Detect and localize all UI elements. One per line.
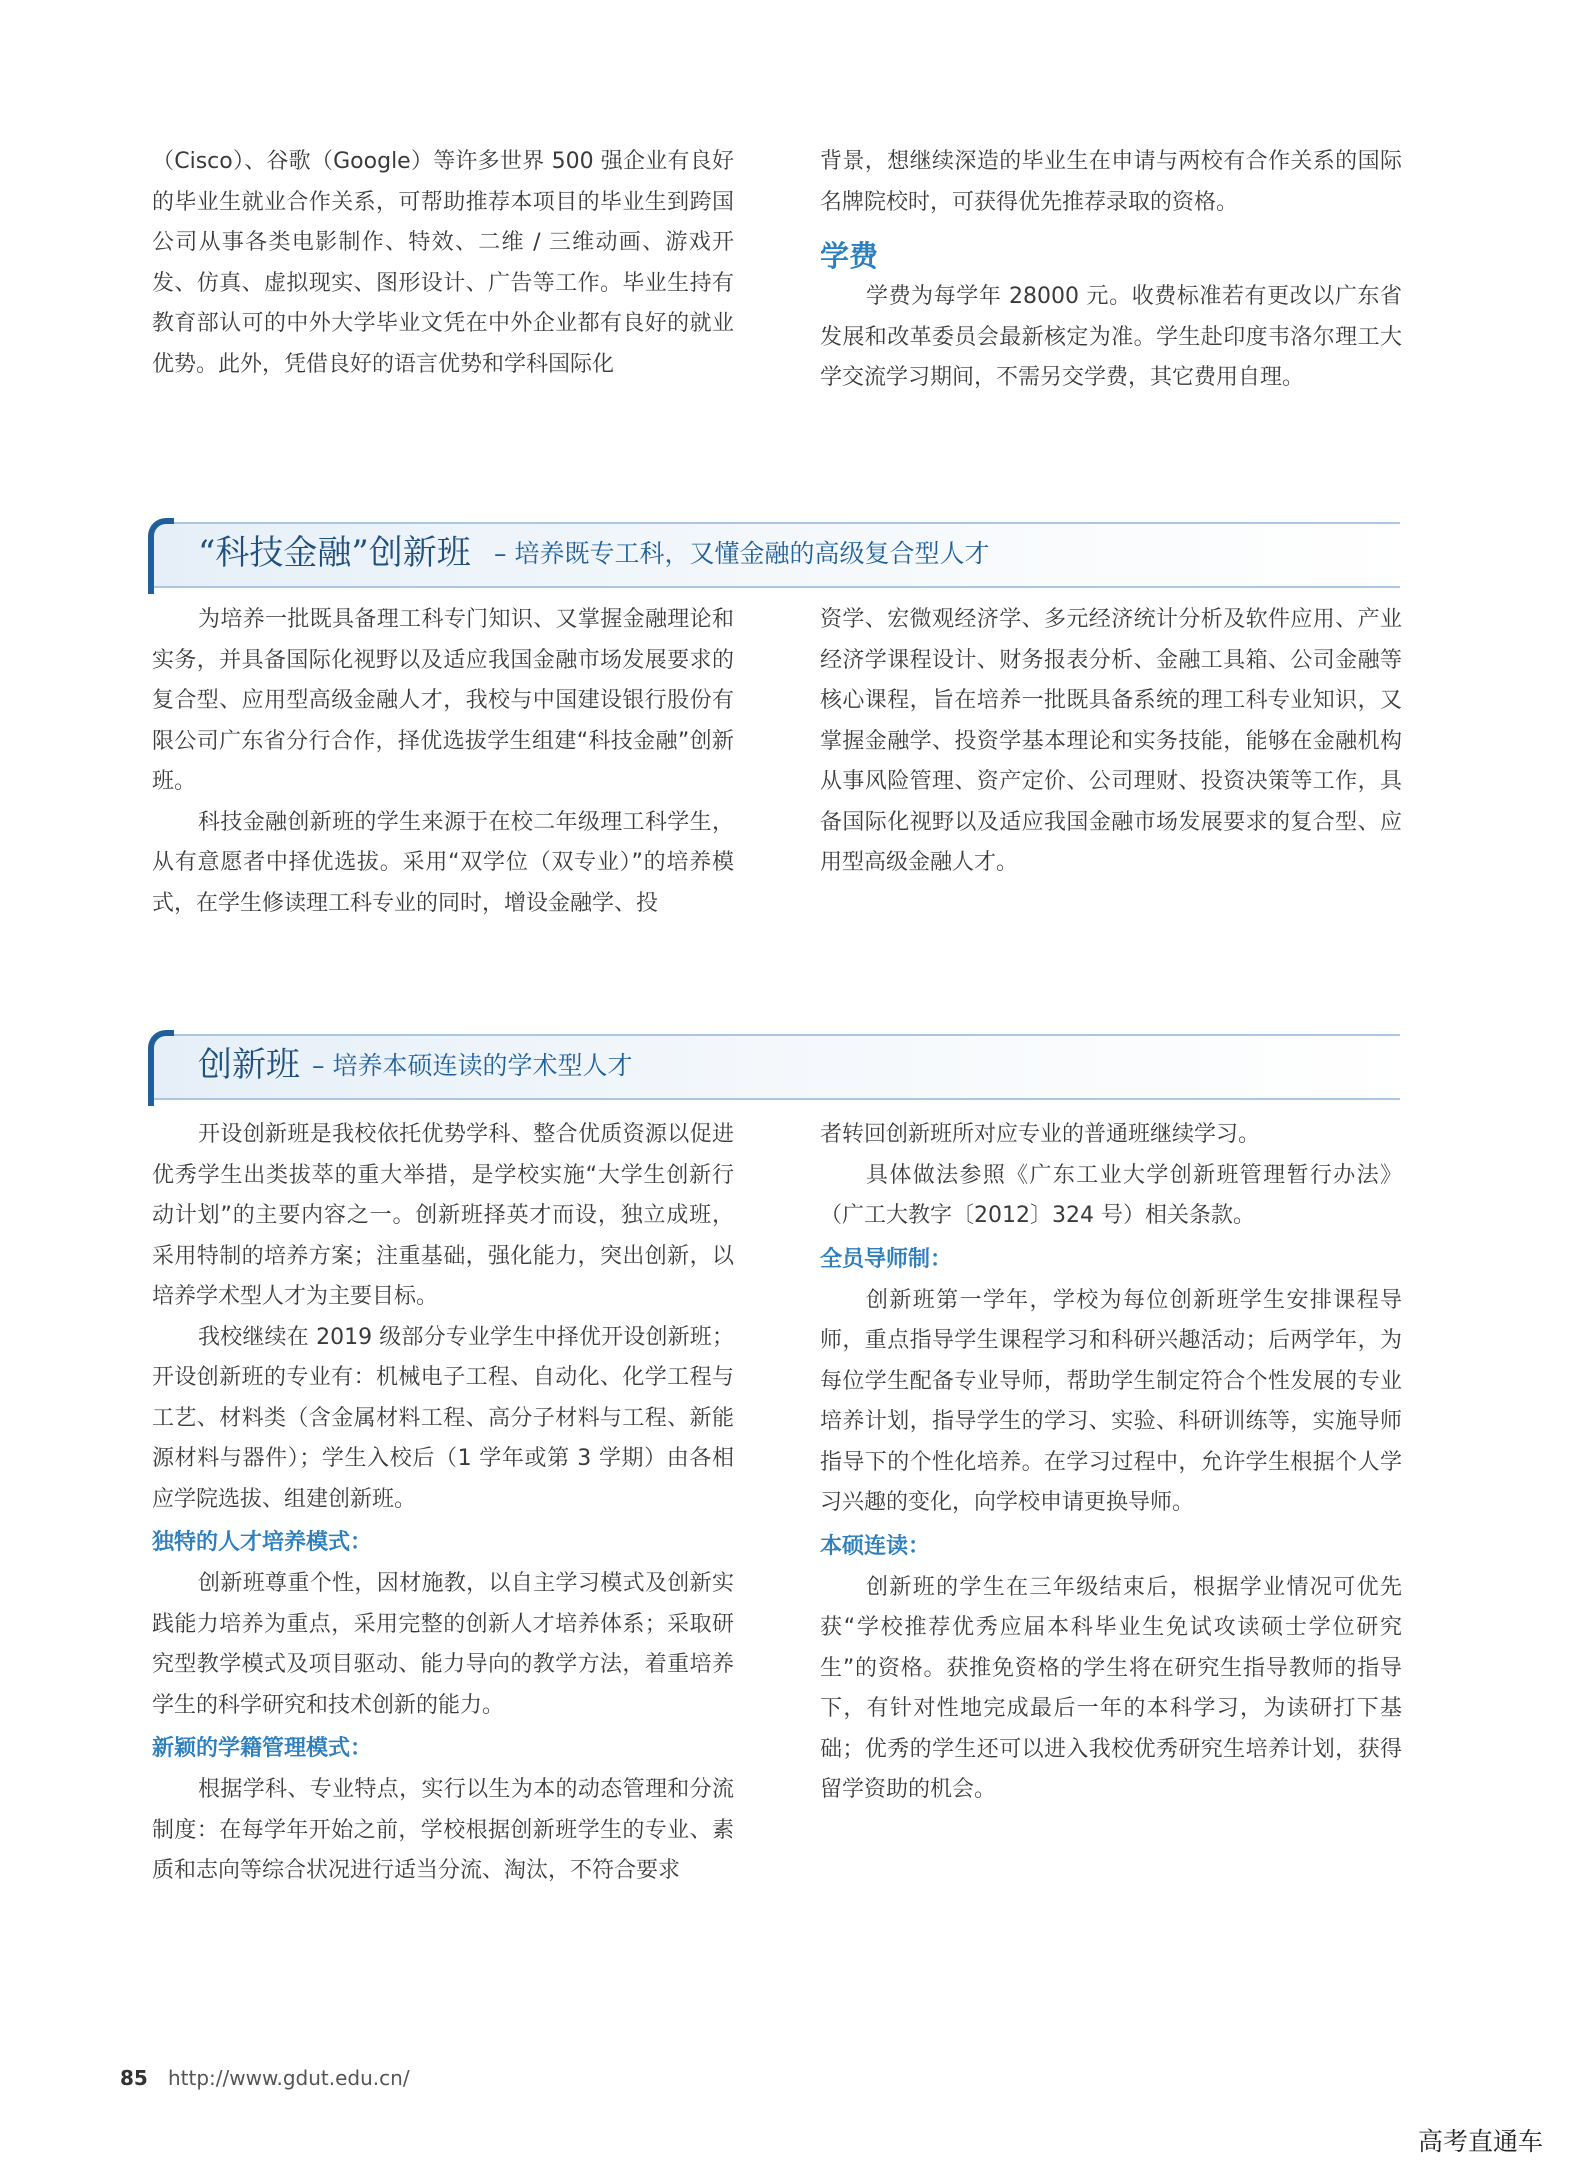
fintech-right-paragraph: 资学、宏微观经济学、多元经济统计分析及软件应用、产业经济学课程设计、财务报表分析、金融工具箱、公司金融等核心课程，旨在培养一批既具备系统的理工科专业知识，又掌握金融学、投资学基本理论和实务技能，能够在金融机构从事风险管理、资产定价、公司理财、投资决策等工作，具备国际化视野以及适应我国金融市场发展要求的复合型、应用型高级金融人才。 <box>820 607 1402 875</box>
subheading-status-management: 新颖的学籍管理模式： <box>152 1736 373 1761</box>
footer-url: http://www.gdut.edu.cn/ <box>168 2066 410 2090</box>
innovation-right-paragraph-1: 者转回创新班所对应专业的普通班继续学习。 <box>820 1122 1261 1147</box>
top-left-column <box>152 142 734 385</box>
fee-heading: 学费 <box>820 239 879 273</box>
section-header-curl-ornament <box>148 1030 174 1106</box>
watermark-text: 高考直通车 <box>1418 2127 1544 2156</box>
fintech-left-paragraph-1: 为培养一批既具备理工科专门知识、又掌握金融理论和实务，并具备国际化视野以及适应我国金融市场发展要求的复合型、应用型高级金融人才，我校与中国建设银行股份有限公司广东省分行合作，择优选拔学生组建“科技金融”创新班。 <box>152 607 734 794</box>
status-management-paragraph: 根据学科、专业特点，实行以生为本的动态管理和分流制度：在每学年开始之前，学校根据创新班学生的专业、素质和志向等综合状况进行适当分流、淘汰，不符合要求 <box>152 1777 734 1883</box>
subheading-bachelor-master: 本硕连读： <box>820 1533 931 1559</box>
section-title-fintech: “科技金融”创新班 <box>198 533 471 573</box>
innovation-right-column <box>820 1115 1402 1811</box>
top-left-paragraph: （Cisco）、谷歌（Google）等许多世界 500 强企业有良好的毕业生就业合作关系，可帮助推荐本项目的毕业生到跨国公司从事各类电影制作、特效、二维 / 三维动画、游戏开发、仿真、虚拟现实、图形设计、广告等工作。毕业生持有教育部认可的中外大学毕业文凭在中外企业都有良好的就业优势。此外，凭借良好的语言优势和学科国际化 <box>152 149 734 377</box>
fee-paragraph: 学费为每学年 28000 元。收费标准若有更改以广东省发展和改革委员会最新核定为准。学生赴印度韦洛尔理工大学交流学习期间，不需另交学费，其它费用自理。 <box>820 284 1402 390</box>
section-subtitle-innovation: – 培养本硕连读的学术型人才 <box>312 1051 633 1080</box>
talent-model-paragraph: 创新班尊重个性，因材施教，以自主学习模式及创新实践能力培养为重点，采用完整的创新人才培养体系；采取研究型教学模式及项目驱动、能力导向的教学方法，着重培养学生的科学研究和技术创新的能力。 <box>152 1571 734 1718</box>
section-header-curl-ornament <box>148 518 174 594</box>
bachelor-master-paragraph: 创新班的学生在三年级结束后，根据学业情况可优先获“学校推荐优秀应届本科毕业生免试攻读硕士学位研究生”的资格。获推免资格的学生将在研究生指导教师的指导下，有针对性地完成最后一年的本科学习，为读研打下基础；优秀的学生还可以进入我校优秀研究生培养计划，获得留学资助的机会。 <box>820 1574 1402 1802</box>
section-header-innovation <box>152 1034 1400 1098</box>
innovation-left-column <box>152 1115 734 1892</box>
top-right-column <box>820 142 1402 399</box>
section-header-fintech <box>152 522 1400 586</box>
fintech-right-column <box>820 600 1402 884</box>
innovation-left-paragraph-1: 开设创新班是我校依托优势学科、整合优质资源以促进优秀学生出类拔萃的重大举措，是学校实施“大学生创新行动计划”的主要内容之一。创新班择英才而设，独立成班，采用特制的培养方案；注重基础，强化能力，突出创新，以培养学术型人才为主要目标。 <box>152 1122 734 1309</box>
section-subtitle-fintech: – 培养既专工科，又懂金融的高级复合型人才 <box>494 539 990 568</box>
fintech-left-column <box>152 600 734 924</box>
fintech-left-paragraph-2: 科技金融创新班的学生来源于在校二年级理工科学生，从有意愿者中择优选拔。采用“双学位（双专业）”的培养模式，在学生修读理工科专业的同时，增设金融学、投 <box>152 809 734 916</box>
mentor-system-paragraph: 创新班第一学年，学校为每位创新班学生安排课程导师，重点指导学生课程学习和科研兴趣活动；后两学年，为每位学生配备专业导师，帮助学生制定符合个性发展的专业培养计划，指导学生的学习、实验、科研训练等，实施导师指导下的个性化培养。在学习过程中，允许学生根据个人学习兴趣的变化，向学校申请更换导师。 <box>820 1287 1402 1515</box>
subheading-mentor-system: 全员导师制： <box>820 1246 953 1272</box>
page-number: 85 <box>120 2066 148 2090</box>
top-right-paragraph: 背景，想继续深造的毕业生在申请与两校有合作关系的国际名牌院校时，可获得优先推荐录取的资格。 <box>820 149 1402 215</box>
subheading-talent-model: 独特的人才培养模式： <box>152 1530 373 1555</box>
innovation-left-paragraph-2: 我校继续在 2019 级部分专业学生中择优开设创新班；开设创新班的专业有：机械电子工程、自动化、化学工程与工艺、材料类（含金属材料工程、高分子材料与工程、新能源材料与器件）；学生入校后（1 学年或第 3 学期）由各相应学院选拔、组建创新班。 <box>152 1324 734 1512</box>
section-title-innovation: 创新班 <box>198 1045 300 1085</box>
innovation-right-paragraph-2: 具体做法参照《广东工业大学创新班管理暂行办法》（广工大教字〔2012〕324 号）相关条款。 <box>820 1162 1402 1228</box>
